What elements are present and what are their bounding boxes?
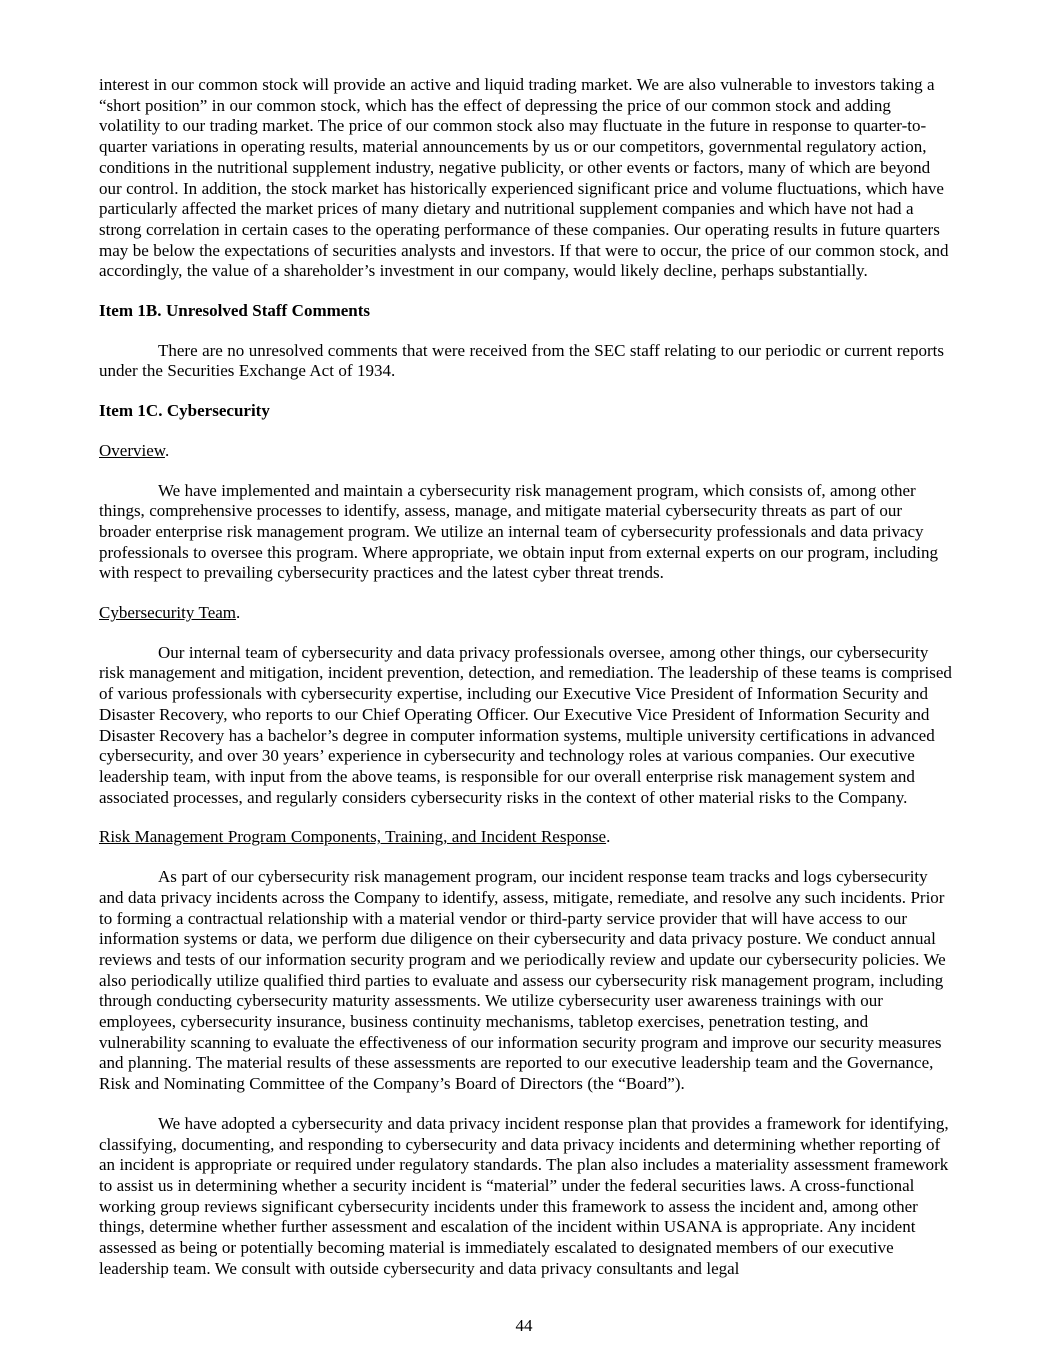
subheading-cybersecurity-team-label: Cybersecurity Team (99, 603, 237, 623)
paragraph-cybersecurity-team: Our internal team of cybersecurity and data privacy professionals oversee, among other things, our cybersecurity risk management and mitigation, incident prevention, detection, and remediation. The leadership of these teams is comprised of various professionals with cybersecurity expertise, including our Executive Vice President of Information Security and Disaster Recovery, who reports to our Chief Operating Officer. Our Executive Vice President of Information Security and Disaster Recovery has a bachelor’s degree in computer information systems, multiple university certifications in advanced cybersecurity, and over 30 years’ experience in cybersecurity and technology roles at various companies. Our executive leadership team, with input from the above teams, is responsible for our overall enterprise risk management system and associated processes, and regularly considers cybersecurity risks in the context of other material risks to the Company. (99, 642, 952, 807)
subheading-overview-label: Overview (99, 440, 165, 460)
subheading-overview-period: . (164, 440, 170, 460)
paragraph-unresolved-comments: There are no unresolved comments that were received from the SEC staff relating to our periodic or current reports under the Securities Exchange Act of 1934. (99, 340, 944, 381)
heading-item-1c: Item 1C. Cybersecurity (99, 401, 270, 421)
heading-item-1b: Item 1B. Unresolved Staff Comments (99, 301, 371, 321)
subheading-cybersecurity-team-period: . (236, 603, 241, 623)
paragraph-cybersecurity-overview: We have implemented and maintain a cybersecurity risk management program, which consists of, among other things, comprehensive processes to identify, assess, manage, and mitigate material cybersecurity threats as part of our broader enterprise risk management program. We utilize an internal team of cybersecurity professionals and data privacy professionals to oversee this program. Where appropriate, we obtain input from external experts on our program, including with respect to prevailing cybersecurity practices and the latest cyber threat trends. (99, 480, 938, 583)
page-number: 44 (515, 1316, 533, 1335)
paragraph-incident-response-plan: We have adopted a cybersecurity and data privacy incident response plan that provides a framework for identifying, classifying, documenting, and responding to cybersecurity and data privacy incidents and determining whether reporting of an incident is appropriate or required under regulatory standards. The plan also includes a materiality assessment framework to assist us in determining whether a security incident is “material” under the federal securities laws. A cross-functional working group reviews significant cybersecurity incidents under this framework to assess the incident and, among other things, determine whether further assessment and escalation of the incident within USANA is appropriate. Any incident assessed as being or potentially becoming material is immediately escalated to designated members of our executive leadership team. We consult with outside cybersecurity and data privacy consultants and legal (99, 1113, 949, 1278)
subheading-cybersecurity-team (99, 603, 954, 624)
subheading-risk-management-program-period: . (606, 827, 611, 847)
subheading-risk-management-program (99, 827, 954, 848)
paragraph-stock-volatility: interest in our common stock will provide an active and liquid trading market. We are also vulnerable to investors taking a “short position” in our common stock, which has the effect of depressing the price of our common stock and adding volatility to our trading market. The price of our common stock also may fluctuate in the future in response to quarter-to-quarter variations in operating results, material announcements by us or our competitors, governmental regulatory action, conditions in the nutritional supplement industry, negative publicity, or other events or factors, many of which are beyond our control. In addition, the stock market has historically experienced significant price and volume fluctuations, which have particularly affected the market prices of many dietary and nutritional supplement companies and which have not had a strong correlation in certain cases to the operating performance of these companies. Our operating results in future quarters may be below the expectations of securities analysts and investors. If that were to occur, the price of our common stock, and accordingly, the value of a shareholder’s investment in our company, would likely decline, perhaps substantially. (99, 75, 949, 281)
subheading-overview (99, 441, 954, 462)
subheading-risk-management-program-label: Risk Management Program Components, Training, and Incident Response (99, 827, 607, 847)
paragraph-risk-management-program: As part of our cybersecurity risk management program, our incident response team tracks and logs cybersecurity and data privacy incidents across the Company to identify, assess, mitigate, remediate, and resolve any such incidents. Prior to forming a contractual relationship with a material vendor or third-party service provider that will have access to our information systems or data, we perform due diligence on their cybersecurity and data privacy posture. We conduct annual reviews and tests of our information security program and we periodically review and update our cybersecurity policies. We also periodically utilize qualified third parties to evaluate and assess our cybersecurity risk management program, including through conducting cybersecurity maturity assessments. We utilize cybersecurity user awareness trainings with our employees, cybersecurity insurance, business continuity mechanisms, tabletop exercises, penetration testing, and vulnerability scanning to evaluate the effectiveness of our information security program and improve our security measures and planning. The material results of these assessments are reported to our executive leadership team and the Governance, Risk and Nominating Committee of the Company’s Board of Directors (the “Board”). (99, 867, 946, 1094)
